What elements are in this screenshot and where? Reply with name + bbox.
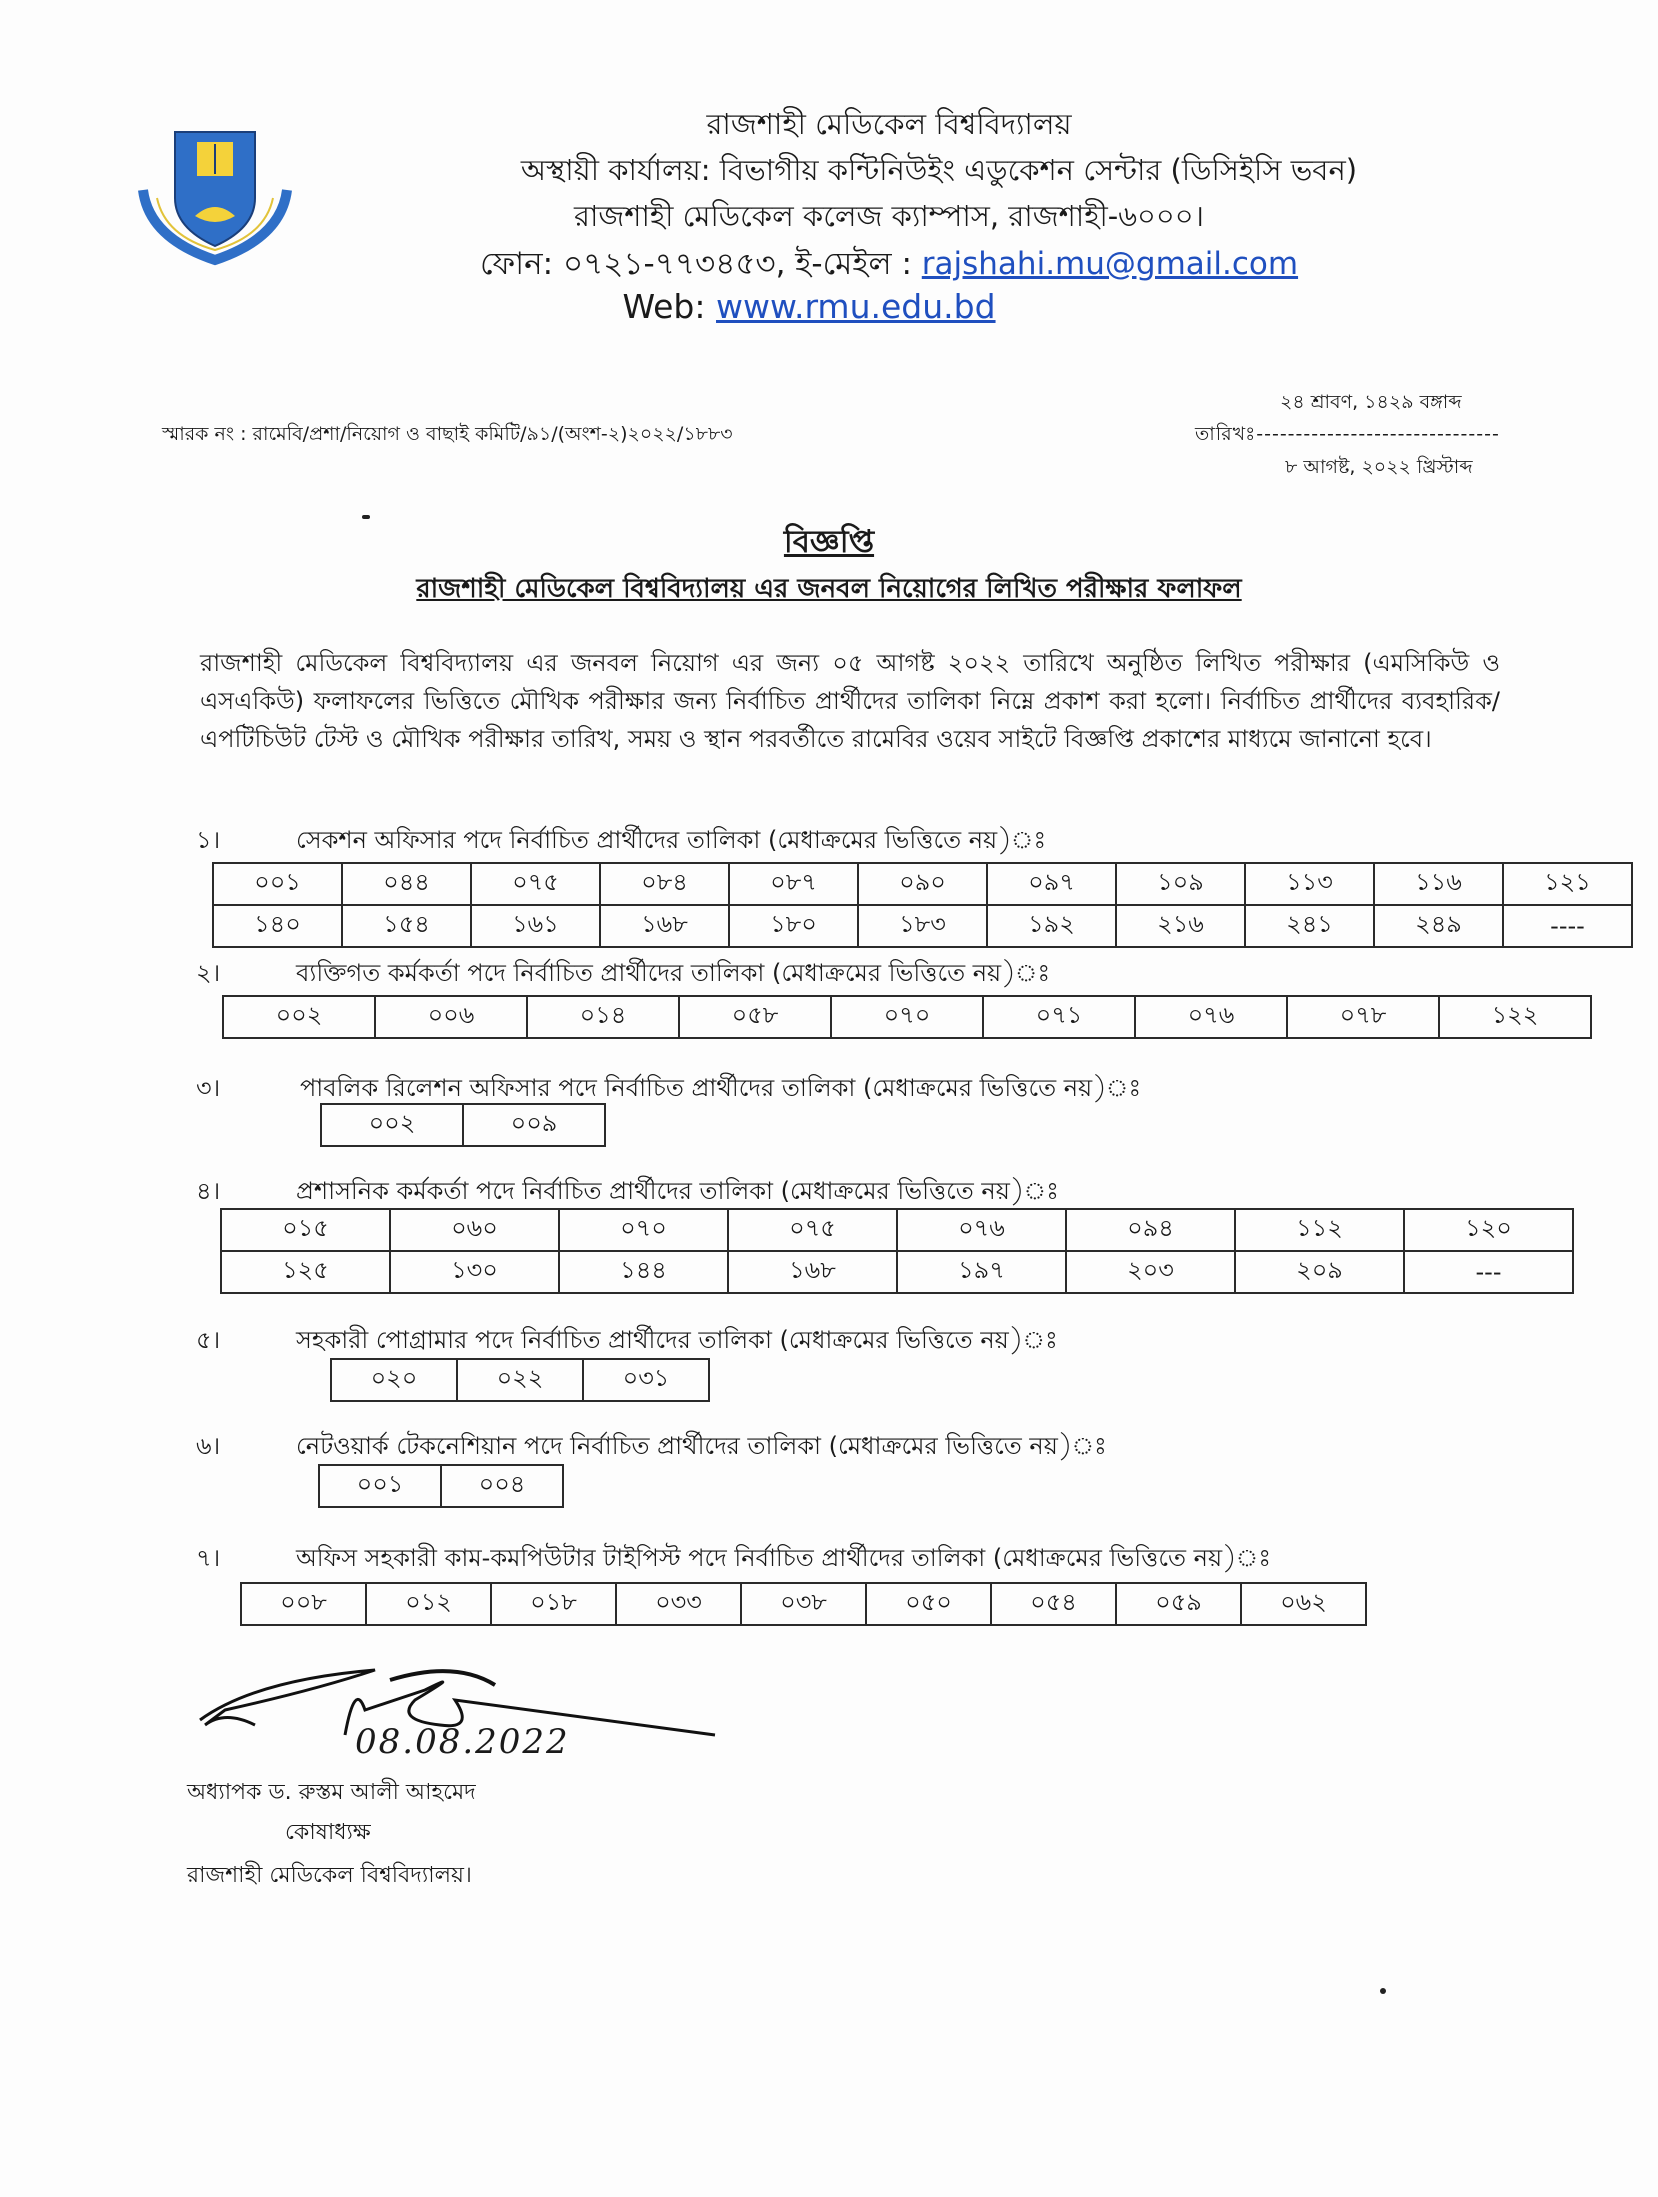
roll-number-cell: ১২১	[1503, 863, 1632, 905]
roll-number-cell: ০৭০	[831, 996, 983, 1038]
roll-number-cell: ১৬১	[471, 905, 600, 947]
roll-number-cell: ০৭৬	[1135, 996, 1287, 1038]
section-title: ব্যক্তিগত কর্মকর্তা পদে নির্বাচিত প্রার্থীদের তালিকা (মেধাক্রমের ভিত্তিতে নয়)ঃ	[296, 959, 1051, 987]
signature-date: 08.08.2022	[355, 1722, 570, 1762]
roll-number-cell: ০৭৮	[1287, 996, 1439, 1038]
roll-number-cell: ০৩১	[583, 1359, 709, 1401]
roll-number-cell: ১৬৮	[728, 1251, 897, 1293]
roll-number-cell: ০৩৩	[616, 1583, 741, 1625]
roll-number-cell: ০৭১	[983, 996, 1135, 1038]
roll-number-cell: ১৩০	[390, 1251, 559, 1293]
roll-number-cell: ০৭৫	[471, 863, 600, 905]
roll-number-table	[330, 1358, 710, 1402]
roll-number-cell: ২০৩	[1066, 1251, 1235, 1293]
roll-number-table	[220, 1208, 1574, 1294]
roll-number-cell: ০০২	[223, 996, 375, 1038]
scan-speck	[1380, 1988, 1386, 1994]
table-row	[331, 1359, 709, 1401]
roll-number-cell: ০৯৭	[987, 863, 1116, 905]
roll-number-cell: ০৭০	[559, 1209, 728, 1251]
notice-title-text: বিজ্ঞপ্তি	[783, 524, 875, 560]
phone-label: ফোন: ০৭২১-৭৭৩৪৫৩, ই-মেইল :	[479, 246, 912, 282]
roll-number-cell: ----	[1503, 905, 1632, 947]
web-label: Web:	[622, 287, 706, 326]
roll-number-table	[318, 1464, 564, 1508]
roll-number-table	[240, 1582, 1367, 1626]
roll-number-cell: ০১৪	[527, 996, 679, 1038]
section-title: সেকশন অফিসার পদে নির্বাচিত প্রার্থীদের তালিকা (মেধাক্রমের ভিত্তিতে নয়)ঃ	[296, 826, 1047, 854]
roll-number-cell: ---	[1404, 1251, 1573, 1293]
roll-number-cell: ২৪১	[1245, 905, 1374, 947]
section-number: ২।	[196, 959, 221, 987]
signatory-name: অধ্যাপক ড. রুস্তম আলী আহমেদ	[187, 1780, 476, 1805]
section-title: নেটওয়ার্ক টেকনেশিয়ান পদে নির্বাচিত প্রার্থীদের তালিকা (মেধাক্রমের ভিত্তিতে নয়)ঃ	[296, 1432, 1107, 1460]
notice-subtitle-text: রাজশাহী মেডিকেল বিশ্ববিদ্যালয় এর জনবল নিয়োগের লিখিত পরীক্ষার ফলাফল	[416, 574, 1242, 604]
roll-number-cell: ২১৬	[1116, 905, 1245, 947]
web-line	[0, 287, 1638, 326]
signatory-role: কোষাধ্যক্ষ	[285, 1820, 371, 1845]
section-title: পাবলিক রিলেশন অফিসার পদে নির্বাচিত প্রার্থীদের তালিকা (মেধাক্রমের ভিত্তিতে নয়)ঃ	[300, 1074, 1142, 1102]
roll-number-cell: ০০৮	[241, 1583, 366, 1625]
email-link[interactable]: rajshahi.mu@gmail.com	[921, 246, 1299, 282]
table-row	[213, 863, 1632, 905]
section-number: ৫।	[196, 1326, 221, 1354]
date-english: ৮ আগষ্ট, ২০২২ খ্রিস্টাব্দ	[1285, 456, 1473, 478]
roll-number-cell: ১৮৩	[858, 905, 987, 947]
roll-number-cell: ১২০	[1404, 1209, 1573, 1251]
roll-number-cell: ০৯০	[858, 863, 987, 905]
roll-number-cell: ০০৯	[463, 1104, 605, 1146]
roll-number-cell: ১২২	[1439, 996, 1591, 1038]
roll-number-cell: ১৫৪	[342, 905, 471, 947]
roll-number-table	[212, 862, 1633, 948]
roll-number-cell: ০৬০	[390, 1209, 559, 1251]
roll-number-cell: ০২০	[331, 1359, 457, 1401]
website-link[interactable]: www.rmu.edu.bd	[716, 287, 996, 326]
roll-number-cell: ০২২	[457, 1359, 583, 1401]
roll-number-cell: ০৬২	[1241, 1583, 1366, 1625]
roll-number-cell: ১৬৮	[600, 905, 729, 947]
table-row	[223, 996, 1591, 1038]
roll-number-cell: ০১৫	[221, 1209, 390, 1251]
roll-number-cell: ০০১	[213, 863, 342, 905]
section-title: প্রশাসনিক কর্মকর্তা পদে নির্বাচিত প্রার্থীদের তালিকা (মেধাক্রমের ভিত্তিতে নয়)ঃ	[296, 1177, 1059, 1205]
section-number: ৭।	[196, 1544, 221, 1572]
roll-number-cell: ১৯৭	[897, 1251, 1066, 1293]
roll-number-cell: ০০৬	[375, 996, 527, 1038]
roll-number-cell: ১৯২	[987, 905, 1116, 947]
roll-number-cell: ২০৯	[1235, 1251, 1404, 1293]
roll-number-cell: ১৮০	[729, 905, 858, 947]
section-number: ১।	[196, 826, 221, 854]
roll-number-cell: ১১২	[1235, 1209, 1404, 1251]
roll-number-cell: ১১৬	[1374, 863, 1503, 905]
date-label: তারিখঃ-------------------------------	[1195, 423, 1500, 445]
roll-number-cell: ০৮৭	[729, 863, 858, 905]
roll-number-cell: ১০৯	[1116, 863, 1245, 905]
roll-number-cell: ০৮৪	[600, 863, 729, 905]
roll-number-cell: ০১২	[366, 1583, 491, 1625]
section-number: ৪।	[196, 1177, 221, 1205]
roll-number-cell: ১৪০	[213, 905, 342, 947]
roll-number-cell: ০৭৫	[728, 1209, 897, 1251]
table-row	[321, 1104, 605, 1146]
campus-address: রাজশাহী মেডিকেল কলেজ ক্যাম্পাস, রাজশাহী-৬০০০।	[574, 199, 1204, 233]
signatory-org: রাজশাহী মেডিকেল বিশ্ববিদ্যালয়।	[187, 1863, 472, 1888]
table-row	[221, 1209, 1573, 1251]
table-row	[241, 1583, 1366, 1625]
table-row	[319, 1465, 563, 1507]
roll-number-cell: ০৫৪	[991, 1583, 1116, 1625]
notice-title	[0, 518, 1658, 570]
notice-body: রাজশাহী মেডিকেল বিশ্ববিদ্যালয় এর জনবল নিয়োগ এর জন্য ০৫ আগষ্ট ২০২২ তারিখে অনুষ্ঠিত লিখিত পরীক্ষার (এমসিকিউ ও এসএকিউ) ফলাফলের ভিত্তিতে মৌখিক পরীক্ষার জন্য নির্বাচিত প্রার্থীদের তালিকা নিম্নে প্রকাশ করা হলো। নির্বাচিত প্রার্থীদের ব্যবহারিক/এপটিচিউট টেস্ট ও মৌখিক পরীক্ষার তারিখ, সময় ও স্থান পরবর্তীতে রামেবির ওয়েব সাইটে বিজ্ঞপ্তি প্রকাশের মাধ্যমে জানানো হবে।	[200, 649, 1500, 753]
roll-number-table	[222, 995, 1592, 1039]
scan-speck	[362, 515, 370, 519]
memo-number: স্মারক নং : রামেবি/প্রশা/নিয়োগ ও বাছাই কমিটি/৯১/(অংশ-২)২০২২/১৮৮৩	[162, 423, 733, 445]
roll-number-cell: ০৪৪	[342, 863, 471, 905]
table-row	[213, 905, 1632, 947]
roll-number-table	[320, 1103, 606, 1147]
section-title: সহকারী পোগ্রামার পদে নির্বাচিত প্রার্থীদের তালিকা (মেধাক্রমের ভিত্তিতে নয়)ঃ	[296, 1326, 1058, 1354]
roll-number-cell: ২৪৯	[1374, 905, 1503, 947]
roll-number-cell: ০১৮	[491, 1583, 616, 1625]
roll-number-cell: ০৩৮	[741, 1583, 866, 1625]
roll-number-cell: ০৯৪	[1066, 1209, 1235, 1251]
date-bangla: ২৪ শ্রাবণ, ১৪২৯ বঙ্গাব্দ	[1280, 391, 1462, 413]
office-address: অস্থায়ী কার্যালয়: বিভাগীয় কন্টিনিউইং এডুকেশন সেন্টার (ডিসিইসি ভবন)	[520, 153, 1358, 187]
roll-number-cell: ১২৫	[221, 1251, 390, 1293]
notice-subtitle	[0, 568, 1658, 612]
table-row	[221, 1251, 1573, 1293]
roll-number-cell: ০৭৬	[897, 1209, 1066, 1251]
section-number: ৩।	[196, 1074, 221, 1102]
university-name: রাজশাহী মেডিকেল বিশ্ববিদ্যালয়	[706, 107, 1072, 141]
roll-number-cell: ০৫৮	[679, 996, 831, 1038]
roll-number-cell: ১১৩	[1245, 863, 1374, 905]
section-title: অফিস সহকারী কাম-কমপিউটার টাইপিস্ট পদে নির্বাচিত প্রার্থীদের তালিকা (মেধাক্রমের ভিত্তিতে নয়)ঃ	[296, 1544, 1272, 1572]
roll-number-cell: ১৪৪	[559, 1251, 728, 1293]
roll-number-cell: ০৫০	[866, 1583, 991, 1625]
roll-number-cell: ০০২	[321, 1104, 463, 1146]
contact-line	[60, 240, 1658, 292]
roll-number-cell: ০০৪	[441, 1465, 563, 1507]
roll-number-cell: ০০১	[319, 1465, 441, 1507]
roll-number-cell: ০৫৯	[1116, 1583, 1241, 1625]
section-number: ৬।	[196, 1432, 221, 1460]
